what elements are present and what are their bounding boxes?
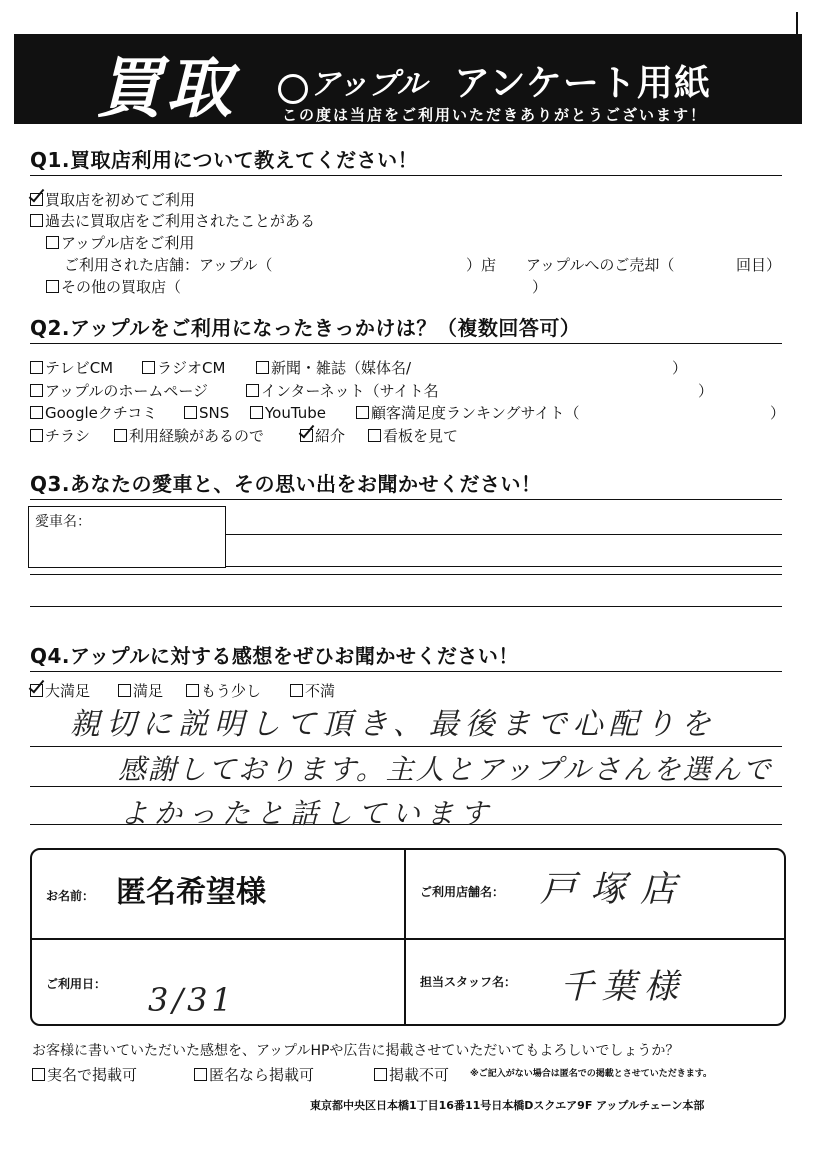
option-label: 不満 [305,682,336,700]
q2-paren-close: ） [698,382,714,400]
option-label: 顧客満足度ランキングサイト（ [371,404,580,422]
greeting-text: この度は当店をご利用いただきありがとうございます！ [282,106,708,124]
checkbox[interactable] [356,406,369,419]
q3-heading: Q3.あなたの愛車と、その思い出をお聞かせください！ [30,472,542,496]
option-label: Googleクチコミ [45,404,158,422]
checkbox[interactable] [30,384,43,397]
checkbox-checked[interactable] [300,429,313,442]
checkbox-checked[interactable] [30,193,43,206]
option-label: 過去に買取店をご利用されたことがある [45,212,316,230]
option-label: 利用経験があるので [129,427,265,445]
staff-name-value[interactable]: 千葉様 [560,967,686,1007]
option-label: 大満足 [45,682,91,700]
car-name-box[interactable] [28,506,226,568]
consent-question: お客様に書いていただいた感想を、アップルHPや広告に掲載させていただいてもよろしいでしょうか？ [32,1043,680,1059]
option-label: その他の買取店（ [61,278,182,296]
checkbox[interactable] [290,684,303,697]
usage-date-label: ご利用日： [46,977,107,991]
header-banner [14,34,802,127]
q3-rule [30,499,782,500]
survey-title: アンケート用紙 [454,63,711,104]
option-label: チラシ [45,427,91,445]
info-divider-horizontal [30,938,784,940]
logo-text: アップル [310,67,427,102]
q4-rule [30,671,782,672]
apple-logo-icon [278,74,308,104]
q3-write-line[interactable] [30,606,782,607]
checkbox[interactable] [368,429,381,442]
checkbox[interactable] [194,1068,207,1081]
option-label: もう少し [201,682,262,700]
checkbox[interactable] [114,429,127,442]
q4-rating-satisfied[interactable] [118,684,163,699]
q1-option-apple-store[interactable] [46,236,194,251]
checkbox[interactable] [30,429,43,442]
option-label: インターネット（サイト名 [261,382,439,400]
name-label: お名前： [46,889,95,903]
q1-option-other-store[interactable] [46,280,181,295]
option-label: 看板を見て [383,427,459,445]
q2-option-google-reviews[interactable] [30,406,157,421]
q2-option-referral[interactable] [300,429,345,444]
handwritten-comment-line: 親切に説明して頂き、最後まで心配りを [70,707,717,742]
checkbox-checked[interactable] [30,684,43,697]
option-label: 紹介 [315,427,346,445]
q2-option-youtube[interactable] [250,406,326,421]
corner-mark [796,12,798,34]
q2-paren-close: ） [672,359,688,377]
option-label: 新聞・雑誌（媒体名/ [271,359,412,377]
store-name-value[interactable]: 戸塚店 [540,869,691,910]
option-label: YouTube [265,404,326,422]
consent-option-anonymous[interactable] [194,1068,314,1083]
consent-note: ※ご記入がない場合は匿名での掲載とさせていただきます。 [470,1069,713,1079]
handwritten-comment-line: 感謝しております。主人とアップルさんを選んで [118,753,773,786]
car-name-label: 愛車名： [35,514,91,530]
q1-store-line: ご利用された店舗：アップル（ [64,256,273,274]
q3-write-line[interactable] [226,566,782,567]
q1-rule [30,175,782,176]
staff-name-label: 担当スタッフ名： [420,975,517,989]
q4-rating-very-satisfied[interactable] [30,684,90,699]
q1-option-used-before[interactable] [30,214,315,229]
checkbox[interactable] [32,1068,45,1081]
q2-heading: Q2.アップルをご利用になったきっかけは？（複数回答可） [30,316,581,340]
q4-heading: Q4.アップルに対する感想をぜひお聞かせください！ [30,644,519,668]
option-label: アップルのホームページ [45,382,209,400]
q2-option-tv-cm[interactable] [30,361,113,376]
checkbox[interactable] [30,406,43,419]
checkbox[interactable] [30,361,43,374]
checkbox[interactable] [118,684,131,697]
option-label: テレビCM [45,359,114,377]
checkbox[interactable] [374,1068,387,1081]
q2-rule [30,343,782,344]
consent-option-real-name[interactable] [32,1068,137,1083]
option-label: 実名で掲載可 [47,1066,138,1084]
q1-heading: Q1.買取店利用について教えてください！ [30,148,419,172]
q2-option-ranking-site[interactable] [356,406,580,421]
consent-option-not-allowed[interactable] [374,1068,449,1083]
q3-write-line[interactable] [226,534,782,535]
option-label: SNS [199,404,230,422]
q2-paren-close: ） [770,404,786,422]
handwritten-comment-line: よかったと話しています [120,797,495,830]
banner-title: 買取 [96,50,236,127]
name-value[interactable]: 匿名希望様 [116,875,266,910]
option-label: アップル店をご利用 [61,234,195,252]
footer-address: 東京都中央区日本橋1丁目16番11号日本橋Dスクエア9F アップルチェーン本部 [310,1099,705,1112]
option-label: ラジオCM [157,359,226,377]
checkbox[interactable] [46,236,59,249]
q2-option-past-experience[interactable] [114,429,264,444]
q2-option-sns[interactable] [184,406,229,421]
checkbox[interactable] [256,361,269,374]
q1-option-first-time[interactable] [30,193,195,208]
checkbox[interactable] [46,280,59,293]
option-label: 匿名なら掲載可 [209,1066,315,1084]
q4-write-line[interactable] [30,746,782,747]
q1-sales-count-label: アップルへのご売却（ [526,256,675,274]
checkbox[interactable] [186,684,199,697]
info-divider-vertical [404,848,406,1024]
q4-rating-so-so[interactable] [186,684,261,699]
checkbox[interactable] [30,214,43,227]
q2-option-homepage[interactable] [30,384,208,399]
q1-paren-close: ） [532,278,548,296]
checkbox[interactable] [246,384,259,397]
q2-option-internet[interactable] [246,384,439,399]
store-name-label: ご利用店舗名： [420,885,505,899]
q2-option-flyer[interactable] [30,429,90,444]
q4-write-line[interactable] [30,786,782,787]
option-label: 買取店を初めてご利用 [45,191,196,209]
q4-rating-unsatisfied[interactable] [290,684,335,699]
checkbox[interactable] [184,406,197,419]
q2-option-newspaper[interactable] [256,361,411,376]
q2-option-radio-cm[interactable] [142,361,225,376]
q2-option-signboard[interactable] [368,429,458,444]
usage-date-value[interactable]: 3/31 [148,981,236,1019]
option-label: 満足 [133,682,164,700]
checkbox[interactable] [250,406,263,419]
q3-write-line[interactable] [30,574,782,575]
option-label: 掲載不可 [389,1066,450,1084]
q1-sales-count-suffix: 回目） [736,256,782,274]
checkbox[interactable] [142,361,155,374]
q1-store-suffix: ）店 [466,256,497,274]
